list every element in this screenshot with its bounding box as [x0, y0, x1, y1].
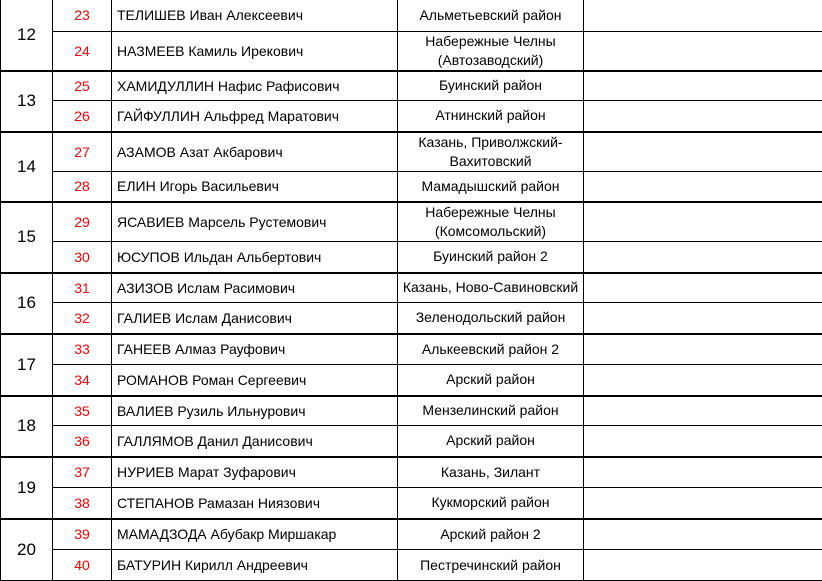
participant-district: Казань, Приволжский-Вахитовский — [398, 133, 583, 171]
empty-cell — [584, 396, 822, 426]
participant-district: Арский район — [446, 431, 535, 450]
participant-name: ГАНЕЕВ Алмаз Рауфович — [112, 334, 398, 365]
participant-number: 26 — [53, 101, 112, 132]
participant-district: Арский район — [446, 370, 535, 389]
empty-cell — [584, 202, 822, 242]
empty-cell — [584, 334, 822, 365]
table-row — [1, 488, 822, 519]
participant-district: Алькеевский район 2 — [422, 340, 559, 359]
empty-cell — [584, 365, 822, 396]
participant-name: ХАМИДУЛЛИН Нафис Рафисович — [112, 71, 398, 101]
table-row — [1, 71, 822, 101]
participant-district: Набережные Челны (Комсомольский) — [398, 203, 583, 241]
participant-name: ТЕЛИШЕВ Иван Алексеевич — [112, 0, 398, 31]
participant-number: 40 — [53, 550, 112, 581]
district-cell — [398, 0, 584, 31]
district-cell — [398, 457, 584, 488]
participant-number: 30 — [53, 242, 112, 273]
participant-district: Набережные Челны (Автозаводский) — [398, 32, 583, 70]
participant-name: АЗИЗОВ Ислам Расимович — [112, 273, 398, 303]
district-cell — [398, 202, 584, 242]
participant-number: 31 — [53, 273, 112, 303]
table-row — [1, 171, 822, 202]
participant-number: 23 — [53, 0, 112, 31]
table-row — [1, 365, 822, 396]
participant-name: ГАЛИЕВ Ислам Данисович — [112, 303, 398, 334]
empty-cell — [584, 71, 822, 101]
group-number: 12 — [1, 0, 53, 71]
participant-number: 39 — [53, 519, 112, 550]
participant-name: ГАЛЛЯМОВ Данил Данисович — [112, 426, 398, 457]
group-number: 17 — [1, 334, 53, 396]
table-row — [1, 457, 822, 488]
district-cell — [398, 519, 584, 550]
empty-cell — [584, 457, 822, 488]
participant-number: 37 — [53, 457, 112, 488]
empty-cell — [584, 242, 822, 273]
table-row — [1, 101, 822, 132]
empty-cell — [584, 550, 822, 581]
group-number: 14 — [1, 132, 53, 203]
group-number: 20 — [1, 519, 53, 581]
participant-name: ЯСАВИЕВ Марсель Рустемович — [112, 202, 398, 242]
empty-cell — [584, 132, 822, 172]
group-number: 16 — [1, 273, 53, 334]
district-cell — [398, 365, 584, 396]
empty-cell — [584, 488, 822, 519]
group-number: 18 — [1, 396, 53, 457]
empty-cell — [584, 303, 822, 334]
participant-name: ЕЛИН Игорь Васильевич — [112, 171, 398, 202]
participant-number: 35 — [53, 396, 112, 426]
participant-district: Казань, Зилант — [441, 463, 540, 482]
participant-number: 36 — [53, 426, 112, 457]
participant-district: Пестречинский район — [420, 556, 561, 575]
district-cell — [398, 101, 584, 132]
district-cell — [398, 488, 584, 519]
participant-name: ЮСУПОВ Ильдан Альбертович — [112, 242, 398, 273]
participant-name: ВАЛИЕВ Рузиль Ильнурович — [112, 396, 398, 426]
participant-district: Мамадышский район — [421, 177, 559, 196]
table-row — [1, 519, 822, 550]
participant-district: Казань, Ново-Савиновский — [403, 278, 578, 297]
district-cell — [398, 171, 584, 202]
participant-number: 25 — [53, 71, 112, 101]
table-row — [1, 303, 822, 334]
district-cell — [398, 303, 584, 334]
participant-number: 28 — [53, 171, 112, 202]
empty-cell — [584, 31, 822, 71]
participant-number: 38 — [53, 488, 112, 519]
table-row — [1, 132, 822, 172]
group-number: 19 — [1, 457, 53, 519]
participant-name: НАЗМЕЕВ Камиль Ирекович — [112, 31, 398, 71]
district-cell — [398, 71, 584, 101]
group-number: 15 — [1, 202, 53, 273]
participant-district: Арский район 2 — [440, 525, 540, 544]
table-row — [1, 242, 822, 273]
participant-district: Атнинский район — [435, 106, 545, 125]
participant-name: БАТУРИН Кирилл Андреевич — [112, 550, 398, 581]
table-row — [1, 426, 822, 457]
table-row — [1, 550, 822, 581]
empty-cell — [584, 426, 822, 457]
participant-number: 24 — [53, 31, 112, 71]
participant-name: СТЕПАНОВ Рамазан Ниязович — [112, 488, 398, 519]
district-cell — [398, 396, 584, 426]
district-cell — [398, 132, 584, 172]
district-cell — [398, 242, 584, 273]
table-row — [1, 202, 822, 242]
participants-table-body — [1, 0, 822, 581]
table-row — [1, 31, 822, 71]
empty-cell — [584, 273, 822, 303]
participant-name: МАМАДЗОДА Абубакр Миршакар — [112, 519, 398, 550]
participant-number: 27 — [53, 132, 112, 172]
group-number: 13 — [1, 71, 53, 132]
table-row — [1, 334, 822, 365]
participant-number: 29 — [53, 202, 112, 242]
participant-number: 33 — [53, 334, 112, 365]
table-row — [1, 396, 822, 426]
district-cell — [398, 273, 584, 303]
participant-name: ГАЙФУЛЛИН Альфред Маратович — [112, 101, 398, 132]
participant-district: Альметьевский район — [419, 6, 561, 25]
empty-cell — [584, 519, 822, 550]
district-cell — [398, 31, 584, 71]
participant-district: Буинский район — [439, 76, 542, 95]
participant-district: Мензелинский район — [422, 401, 558, 420]
district-cell — [398, 426, 584, 457]
table-row — [1, 0, 822, 31]
participant-name: АЗАМОВ Азат Акбарович — [112, 132, 398, 172]
participant-district: Кукморский район — [431, 493, 549, 512]
participant-name: НУРИЕВ Марат Зуфарович — [112, 457, 398, 488]
empty-cell — [584, 171, 822, 202]
district-cell — [398, 550, 584, 581]
participant-district: Буинский район 2 — [433, 247, 548, 266]
participant-number: 34 — [53, 365, 112, 396]
district-cell — [398, 334, 584, 365]
empty-cell — [584, 0, 822, 31]
table-row — [1, 273, 822, 303]
empty-cell — [584, 101, 822, 132]
participant-name: РОМАНОВ Роман Сергеевич — [112, 365, 398, 396]
participant-number: 32 — [53, 303, 112, 334]
participant-district: Зеленодольский район — [416, 308, 566, 327]
